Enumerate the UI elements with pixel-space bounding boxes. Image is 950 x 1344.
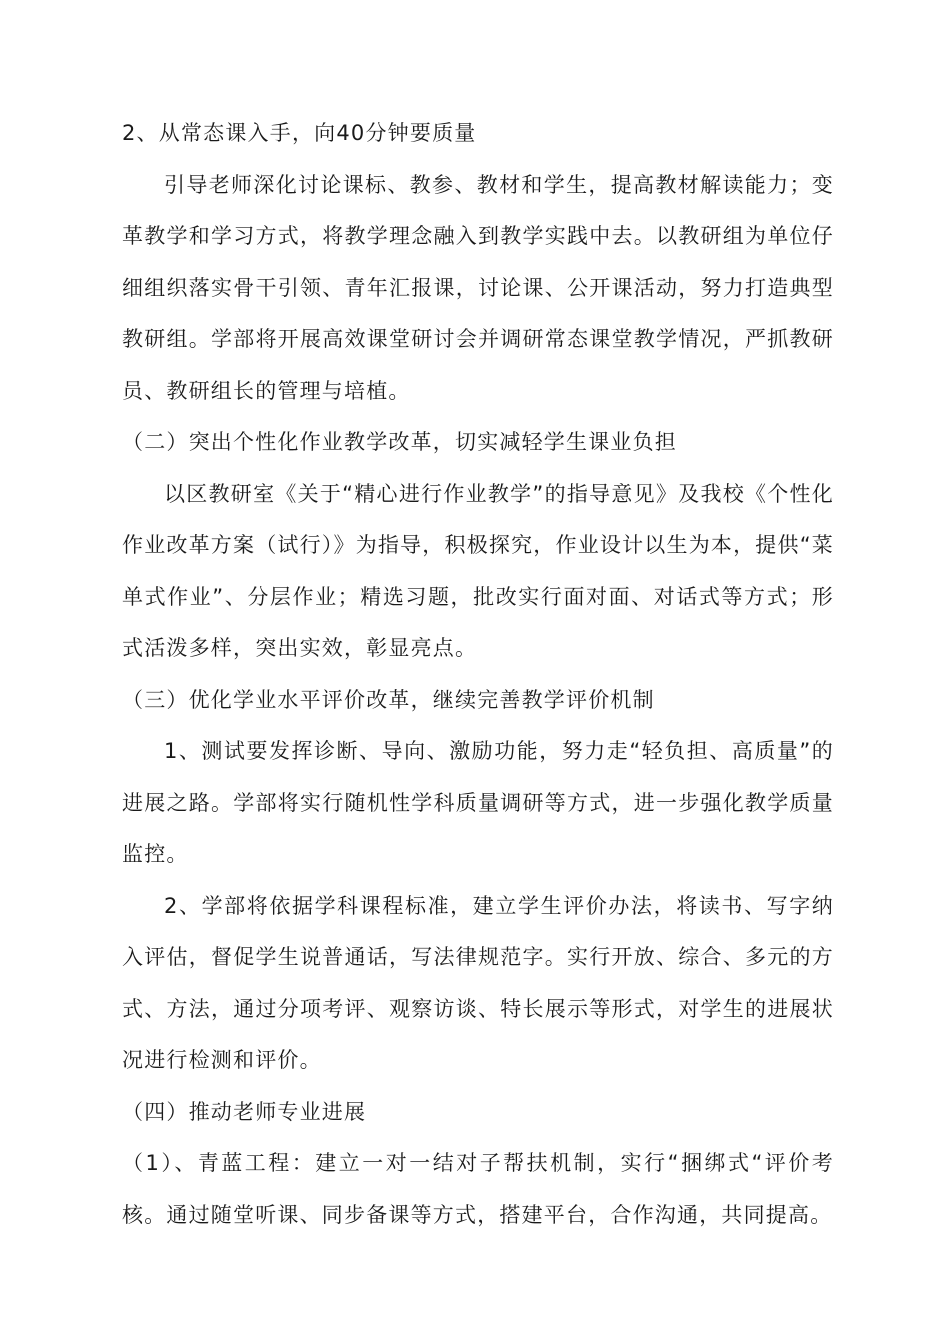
document-body [122,108,834,1241]
paragraph-homework-reform: 以区教研室《关于“精心进行作业教学”的指导意见》及我校《个性化作业改革方案（试行）》为指导，积极探究，作业设计以生为本，提供“菜单式作业”、分层作业；精选习题，批改实行面对面、对话式等方式；形式活泼多样，突出实效，彰显亮点。 [122,481,834,660]
section-heading-homework-reform: （二）突出个性化作业教学改革，切实减轻学生课业负担 [122,430,677,454]
paragraph-testing: 1、测试要发挥诊断、导向、激励功能，努力走“轻负担、高质量”的进展之路。学部将实行随机性学科质量调研等方式，进一步强化教学质量监控。 [122,739,834,866]
paragraph-student-evaluation: 2、学部将依据学科课程标准，建立学生评价办法，将读书、写字纳入评估，督促学生说普通话，写法律规范字。实行开放、综合、多元的方式、方法，通过分项考评、观察访谈、特长展示等形式，对学生的进展状况进行检测和评价。 [122,893,834,1072]
section-heading-teacher-development: （四）推动老师专业进展 [122,1099,367,1124]
paragraph-mentoring-program: （1）、青蓝工程：建立一对一结对子帮扶机制，实行“捆绑式“评价考核。通过随堂听课、同步备课等方式，搭建平台，合作沟通，共同提高。 [122,1151,834,1227]
section-heading-40-minutes: 2、从常态课入手，向40分钟要质量 [122,121,477,145]
section-heading-evaluation-reform: （三）优化学业水平评价改革，继续完善教学评价机制 [122,687,655,712]
paragraph-teaching-research: 引导老师深化讨论课标、教参、教材和学生，提高教材解读能力；变革教学和学习方式，将教学理念融入到教学实践中去。以教研组为单位仔细组织落实骨干引领、青年汇报课，讨论课、公开课活动，努力打造典型教研组。学部将开展高效课堂研讨会并调研常态课堂教学情况，严抓教研员、教研组长的管理与培植。 [122,172,834,403]
